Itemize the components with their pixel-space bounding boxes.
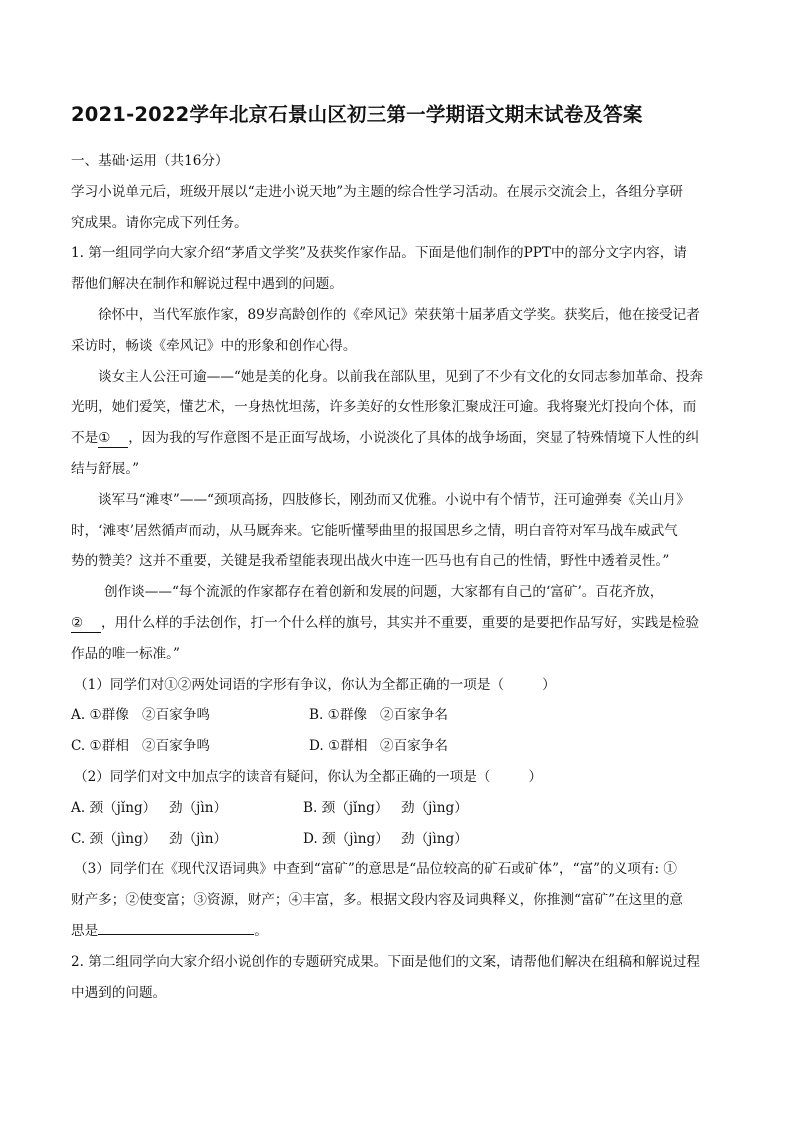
- sub3-line-2: 财产多；②使变富；③资源，财产；④丰富，多。根据文段内容及词典释义，你推测“富矿”在这里的意: [71, 892, 684, 909]
- sub2-stem: [71, 762, 724, 793]
- passage-p4-line-1: 创作谈——“每个流派的作家都存在着创新和发展的问题，大家都有自己的‘富矿’。百花齐放，: [104, 584, 664, 601]
- intro-line-1: 学习小说单元后，班级开展以“走进小说天地”为主题的综合性学习活动。在展示交流会上，各组分享研: [71, 183, 684, 200]
- passage-p2-line-1: 谈女主人公汪可逾——“她是美的化身。以前我在部队里，见到了不少有文化的女同志参加革命、投奔: [98, 368, 704, 385]
- passage-p2-line-3: [71, 423, 724, 454]
- sub1-stem-end: ）: [542, 676, 556, 693]
- sub3-line-3-after: 。: [254, 922, 268, 939]
- sub2-options-row-1: [71, 793, 724, 824]
- option-C-jing: C. 颈（jìng）: [71, 830, 157, 847]
- blank-1-marker: ①: [98, 430, 111, 447]
- sub2-stem-text: （2）同学们对文中加点字的读音有疑问，你认为全都正确的一项是（: [74, 768, 491, 785]
- sub1-options-row-2: [71, 731, 724, 762]
- q2-stem-line-1: 2. 第二组同学向大家介绍小说创作的专题研究成果。下面是他们的文案，请帮他们解决在组稿和解说过程: [71, 953, 701, 970]
- sub2-stem-end: ）: [528, 768, 543, 785]
- passage-p2-line-3-before: 不是: [71, 430, 99, 447]
- passage-p3-line-2: 时，‘滩枣’居然循声而动，从马厩奔来。它能听懂琴曲里的报国思乡之情，明白音符对军马战车威武气: [71, 522, 678, 539]
- blank-2: [71, 615, 101, 633]
- option-A-label: A. ①群像: [71, 707, 129, 724]
- blank-1: [98, 430, 128, 448]
- option-C-jin: 劲（jìn）: [169, 830, 228, 847]
- exam-title: 2021-2022学年北京石景山区初三第一学期语文期末试卷及答案: [71, 103, 643, 126]
- option-spacer: [237, 731, 309, 762]
- q2-stem-line-2: 中遇到的问题。: [71, 984, 167, 1001]
- passage-p2-line-4: 结与舒展。”: [71, 460, 140, 477]
- option-A-jing: A. 颈（jǐng）: [71, 799, 157, 816]
- option-B-jin: 劲（jìng）: [401, 799, 468, 816]
- sub3-line-3: [71, 916, 724, 947]
- sub1-stem-text: （1）同学们对①②两处词语的字形有争议，你认为全都正确的一项是（: [74, 676, 505, 693]
- passage-p4-line-2-after: ，用什么样的手法创作，打一个什么样的旗号，其实并不重要，重要的是要把作品写好，实践是检验: [101, 614, 700, 631]
- sub2-options-row-2: [71, 824, 724, 855]
- section-heading: 一、基础·运用（共16分）: [71, 153, 229, 169]
- option-B-word: ②百家争名: [380, 707, 448, 724]
- option-D-jing: D. 颈（jìng）: [303, 830, 389, 847]
- q1-stem-line-2: 帮他们解决在制作和解说过程中遇到的问题。: [71, 276, 343, 293]
- option-B-jing: B. 颈（jǐng）: [303, 799, 389, 816]
- option-B-label: B. ①群像: [309, 707, 368, 724]
- blank-2-marker: ②: [71, 614, 84, 631]
- intro-line-2: 究成果。请你完成下列任务。: [71, 214, 248, 231]
- q1-stem-line-1: 1. 第一组同学向大家介绍“茅盾文学奖”及获奖作家作品。下面是他们制作的PPT中的部分文字内容，请: [71, 245, 687, 262]
- passage-p4-line-2: [71, 608, 724, 639]
- answer-blank: [98, 934, 254, 935]
- option-D-word: ②百家争名: [380, 738, 448, 755]
- option-D-label: D. ①群相: [309, 738, 368, 755]
- option-A-word: ②百家争鸣: [142, 707, 210, 724]
- option-A-jin: 劲（jìn）: [169, 799, 228, 816]
- option-D-jin: 劲（jìng）: [401, 830, 468, 847]
- passage-p1-line-1: 徐怀中，当代军旅作家，89岁高龄创作的《牵风记》荣获第十届茅盾文学奖。获奖后，他在接受记者: [98, 306, 700, 323]
- sub3-line-1: （3）同学们在《现代汉语词典》中查到“富矿”的意思是“品位较高的矿石或矿体”，“富”的义项有: ①: [74, 861, 677, 878]
- option-spacer: [237, 700, 309, 731]
- sub1-stem: [71, 670, 724, 701]
- passage-p3-line-1: 谈军马“滩枣”——“颈项高扬，四肢修长，刚劲而又优雅。小说中有个情节，汪可逾弹奏《关山月》: [98, 491, 690, 508]
- option-C-label: C. ①群相: [71, 738, 129, 755]
- passage-p2-line-2: 光明，她们爱笑，懂艺术，一身热忱坦荡，许多美好的女性形象汇聚成汪可逾。我将聚光灯投向个体，而: [71, 399, 697, 416]
- sub3-line-3-before: 思是: [71, 922, 99, 939]
- sub1-options-row-1: [71, 700, 724, 731]
- passage-p1-line-2: 采访时，畅谈《牵风记》中的形象和创作心得。: [71, 337, 357, 354]
- exam-page: [71, 103, 724, 1008]
- passage-p3-line-3: 势的赞美？这并不重要，关键是我希望能表现出战火中连一匹马也有自己的性情，野性中透着灵性。”: [71, 553, 670, 570]
- passage-p4-line-3: 作品的唯一标准。”: [71, 645, 180, 662]
- passage-p2-line-3-after: ，因为我的写作意图不是正面写战场，小说淡化了具体的战争场面，突显了特殊情境下人性的纠: [128, 430, 700, 447]
- option-C-word: ②百家争鸣: [142, 738, 210, 755]
